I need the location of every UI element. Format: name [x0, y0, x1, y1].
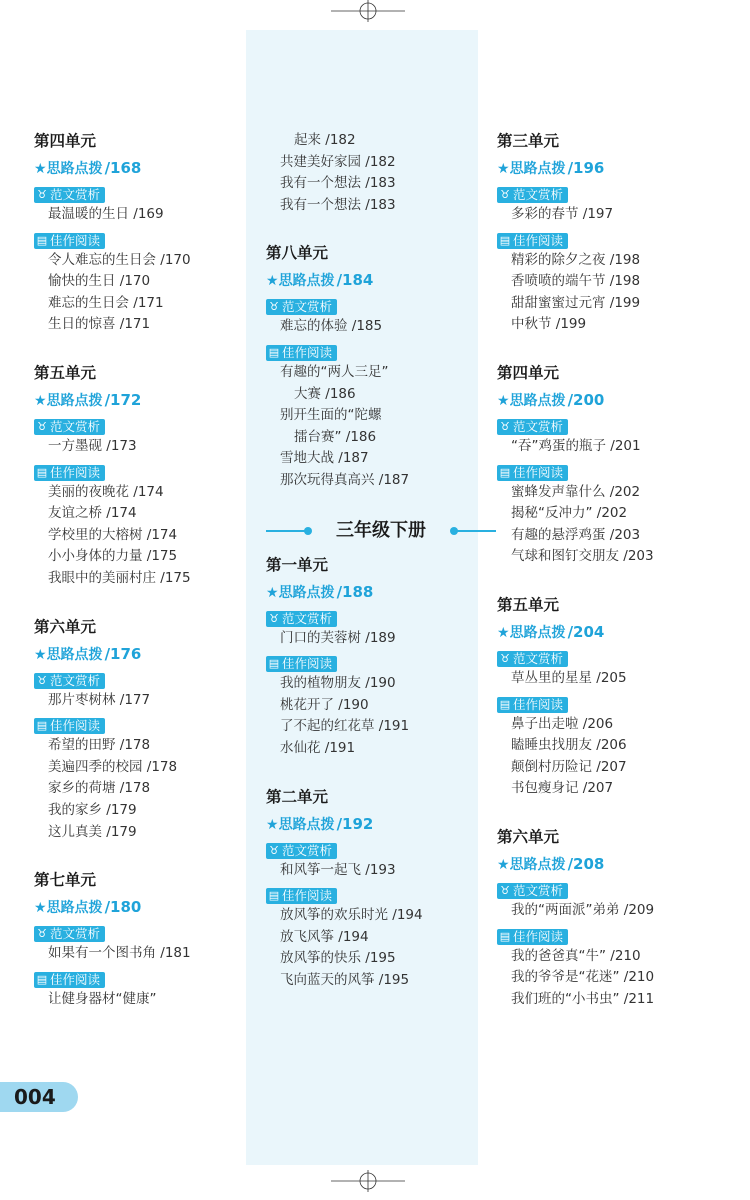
- tip-link[interactable]: ★思路点拨 /180: [34, 898, 142, 917]
- model-essay-badge: ♉ 范文赏析: [34, 187, 105, 203]
- toc-entry[interactable]: 有趣的“两人三足”: [280, 363, 389, 380]
- toc-entry[interactable]: 我的“两面派”弟弟 /209: [511, 901, 655, 918]
- registration-mark-bottom: [331, 1170, 405, 1192]
- reading-list: [266, 905, 496, 991]
- reading-list: [266, 673, 496, 759]
- book-icon: ▤: [36, 719, 48, 733]
- model-essay-badge: ♉ 范文赏析: [497, 419, 568, 435]
- unit-title: 第六单元: [497, 827, 560, 846]
- tip-link[interactable]: ★思路点拨 /184: [266, 271, 374, 290]
- model-essay-badge: ♉ 范文赏析: [34, 673, 105, 689]
- toc-entry[interactable]: 我的植物朋友 /190: [280, 675, 396, 692]
- toc-entry[interactable]: 那片枣树林 /177: [48, 691, 151, 708]
- reading-badge: ▤ 佳作阅读: [497, 233, 568, 249]
- continued-list: [266, 130, 496, 216]
- book-icon: ▤: [36, 233, 48, 247]
- unit-title: 第八单元: [266, 244, 329, 263]
- page-number: 004: [0, 1082, 78, 1112]
- unit-title: 第二单元: [266, 787, 329, 806]
- model-list: [266, 860, 496, 882]
- reading-list: [34, 989, 264, 1011]
- unit-block: [497, 130, 727, 336]
- unit-title: 第四单元: [34, 132, 97, 150]
- book-icon: ▤: [499, 697, 511, 711]
- reading-list: [266, 362, 496, 492]
- unit-block: [497, 594, 727, 800]
- reading-list: [497, 250, 727, 336]
- model-list: [34, 204, 264, 226]
- tip-link[interactable]: ★思路点拨 /172: [34, 390, 142, 409]
- toc-entry[interactable]: 中秋节 /199: [511, 316, 587, 333]
- reading-badge: ▤ 佳作阅读: [497, 697, 568, 713]
- reading-list: [34, 482, 264, 590]
- toc-entry[interactable]: 瞌睡虫找朋友 /206: [511, 737, 627, 754]
- model-essay-badge: ♉ 范文赏析: [266, 843, 337, 859]
- model-essay-badge: ♉ 范文赏析: [34, 419, 105, 435]
- unit-title: 第七单元: [34, 871, 97, 890]
- unit-block: [266, 242, 496, 491]
- toc-entry[interactable]: 我有一个想法 /183: [280, 175, 396, 192]
- divider-line-right: [454, 530, 496, 532]
- toc-entry[interactable]: 香喷喷的端午节 /198: [511, 273, 641, 290]
- reading-list: [34, 250, 264, 336]
- model-essay-badge: ♉ 范文赏析: [497, 651, 568, 667]
- book-icon: ▤: [36, 972, 48, 986]
- star-icon: ★: [497, 624, 510, 641]
- star-icon: ★: [266, 584, 279, 601]
- medal-icon: ♉: [500, 419, 510, 433]
- tip-link[interactable]: ★思路点拨 /176: [34, 644, 142, 663]
- toc-entry[interactable]: 放风筝的快乐 /195: [280, 950, 396, 967]
- reading-badge: ▤ 佳作阅读: [34, 972, 105, 988]
- toc-entry[interactable]: 气球和图钉交朋友 /203: [511, 548, 654, 565]
- toc-entry[interactable]: 友谊之桥 /174: [48, 505, 137, 522]
- reading-badge: ▤ 佳作阅读: [497, 929, 568, 945]
- model-list: [34, 690, 264, 712]
- medal-icon: ♉: [500, 651, 510, 665]
- medal-icon: ♉: [500, 883, 510, 897]
- toc-entry[interactable]: 书包瘦身记 /207: [511, 780, 614, 797]
- model-essay-badge: ♉ 范文赏析: [266, 611, 337, 627]
- medal-icon: ♉: [37, 673, 47, 687]
- unit-block: [266, 554, 496, 760]
- toc-entry[interactable]: 我眼中的美丽村庄 /175: [48, 569, 191, 586]
- book-icon: ▤: [268, 657, 280, 671]
- reading-list: [497, 714, 727, 800]
- toc-entry[interactable]: 水仙花 /191: [280, 739, 356, 756]
- toc-entry[interactable]: 门口的芙蓉树 /189: [280, 629, 396, 646]
- star-icon: ★: [266, 816, 279, 833]
- reading-badge: ▤ 佳作阅读: [266, 656, 337, 672]
- toc-entry[interactable]: 一方墨砚 /173: [48, 437, 137, 454]
- medal-icon: ♉: [269, 611, 279, 625]
- toc-entry[interactable]: 有趣的悬浮鸡蛋 /203: [511, 526, 641, 543]
- toc-column-middle: [266, 130, 496, 991]
- tip-link[interactable]: ★思路点拨 /204: [497, 622, 605, 641]
- medal-icon: ♉: [269, 300, 279, 314]
- reading-list: [497, 946, 727, 1011]
- unit-title: 第五单元: [34, 363, 97, 382]
- toc-entry[interactable]: 难忘的生日会 /171: [48, 294, 164, 311]
- toc-entry[interactable]: 和风筝一起飞 /193: [280, 861, 396, 878]
- toc-entry[interactable]: 难忘的体验 /185: [280, 318, 383, 335]
- reading-badge: ▤ 佳作阅读: [266, 345, 337, 361]
- unit-title: 第一单元: [266, 555, 329, 574]
- reading-badge: ▤ 佳作阅读: [266, 888, 337, 904]
- unit-title: 第六单元: [34, 617, 97, 636]
- toc-entry[interactable]: 草丛里的星星 /205: [511, 669, 627, 686]
- toc-entry[interactable]: 生日的惊喜 /171: [48, 316, 151, 333]
- toc-entry[interactable]: 学校里的大榕树 /174: [48, 526, 178, 543]
- unit-block: [497, 362, 727, 568]
- tip-link[interactable]: ★思路点拨 /196: [497, 159, 605, 177]
- toc-entry[interactable]: 家乡的荷塘 /178: [48, 780, 151, 797]
- model-list: [266, 316, 496, 338]
- model-list: [497, 900, 727, 922]
- tip-link[interactable]: ★思路点拨 /208: [497, 854, 605, 873]
- registration-mark-top: [331, 0, 405, 22]
- tip-link[interactable]: ★思路点拨 /192: [266, 814, 374, 833]
- star-icon: ★: [497, 856, 510, 873]
- toc-entry[interactable]: 我的爷爷是“花迷” /210: [511, 969, 655, 986]
- toc-column-left: [34, 130, 264, 1010]
- unit-block: [34, 869, 264, 1010]
- reading-badge: ▤ 佳作阅读: [34, 718, 105, 734]
- tip-link[interactable]: ★思路点拨 /200: [497, 390, 605, 409]
- book-icon: ▤: [499, 465, 511, 479]
- toc-entry[interactable]: 共建美好家园 /182: [280, 153, 396, 170]
- medal-icon: ♉: [37, 927, 47, 941]
- reading-list: [497, 482, 727, 568]
- toc-entry[interactable]: 小小身体的力量 /175: [48, 548, 178, 565]
- medal-icon: ♉: [37, 419, 47, 433]
- model-essay-badge: ♉ 范文赏析: [266, 299, 337, 315]
- model-list: [34, 943, 264, 965]
- toc-entry[interactable]: 放飞风筝 /194: [280, 928, 369, 945]
- grade-heading: 三年级下册: [336, 519, 426, 541]
- book-icon: ▤: [499, 233, 511, 247]
- unit-title: 第三单元: [497, 132, 560, 150]
- toc-entry[interactable]: 放风筝的欢乐时光 /194: [280, 907, 423, 924]
- star-icon: ★: [34, 900, 47, 917]
- toc-entry[interactable]: 大赛 /186: [294, 385, 356, 402]
- toc-entry[interactable]: 我的家乡 /179: [48, 801, 137, 818]
- star-icon: ★: [497, 161, 510, 177]
- model-essay-badge: ♉ 范文赏析: [497, 883, 568, 899]
- star-icon: ★: [34, 646, 47, 663]
- model-list: [266, 628, 496, 650]
- model-list: [497, 436, 727, 458]
- book-icon: ▤: [36, 465, 48, 479]
- toc-entry[interactable]: 起来 /182: [294, 132, 356, 148]
- toc-entry[interactable]: 揭秘“反冲力” /202: [511, 505, 628, 522]
- book-icon: ▤: [268, 345, 280, 359]
- star-icon: ★: [34, 161, 47, 177]
- toc-entry[interactable]: 最温暖的生日 /169: [48, 206, 164, 222]
- model-list: [34, 436, 264, 458]
- unit-block: [34, 130, 264, 336]
- toc-column-right: [497, 130, 727, 1010]
- toc-entry[interactable]: 精彩的除夕之夜 /198: [511, 251, 641, 268]
- unit-block: [497, 826, 727, 1010]
- model-essay-badge: ♉ 范文赏析: [497, 187, 568, 203]
- book-icon: ▤: [268, 889, 280, 903]
- toc-entry[interactable]: 飞向蓝天的风筝 /195: [280, 971, 410, 988]
- toc-entry[interactable]: 我有一个想法 /183: [280, 196, 396, 213]
- toc-entry[interactable]: 鼻子出走啦 /206: [511, 715, 614, 732]
- reading-badge: ▤ 佳作阅读: [497, 465, 568, 481]
- star-icon: ★: [497, 392, 510, 409]
- grade-divider: [266, 514, 496, 548]
- model-essay-badge: ♉ 范文赏析: [34, 926, 105, 942]
- book-icon: ▤: [499, 929, 511, 943]
- toc-entry[interactable]: 雪地大战 /187: [280, 450, 369, 467]
- toc-entry[interactable]: 希望的田野 /178: [48, 737, 151, 754]
- tip-link[interactable]: ★思路点拨 /188: [266, 582, 374, 601]
- unit-block: [34, 362, 264, 590]
- toc-entry[interactable]: 如果有一个图书角 /181: [48, 945, 191, 962]
- toc-entry[interactable]: 愉快的生日 /170: [48, 273, 151, 290]
- toc-entry[interactable]: 美丽的夜晚花 /174: [48, 483, 164, 500]
- toc-entry[interactable]: 多彩的春节 /197: [511, 206, 614, 222]
- toc-entry[interactable]: 擂台赛” /186: [294, 428, 377, 445]
- reading-badge: ▤ 佳作阅读: [34, 233, 105, 249]
- model-list: [497, 668, 727, 690]
- star-icon: ★: [34, 392, 47, 409]
- reading-list: [34, 735, 264, 843]
- toc-entry[interactable]: 让健身器材“健康”: [48, 990, 157, 1007]
- toc-entry[interactable]: 甜甜蜜蜜过元宵 /199: [511, 294, 641, 311]
- star-icon: ★: [266, 273, 279, 290]
- toc-entry[interactable]: 这儿真美 /179: [48, 823, 137, 840]
- reading-badge: ▤ 佳作阅读: [34, 465, 105, 481]
- model-list: [497, 204, 727, 226]
- toc-entry[interactable]: 颠倒村历险记 /207: [511, 758, 627, 775]
- toc-entry[interactable]: 桃花开了 /190: [280, 696, 369, 713]
- unit-title: 第四单元: [497, 363, 560, 382]
- toc-entry[interactable]: 我的爸爸真“牛” /210: [511, 947, 641, 964]
- tip-link[interactable]: ★思路点拨 /168: [34, 159, 142, 177]
- toc-entry[interactable]: 了不起的红花草 /191: [280, 718, 410, 735]
- medal-icon: ♉: [500, 188, 510, 201]
- divider-line-left: [266, 530, 308, 532]
- unit-title: 第五单元: [497, 595, 560, 614]
- toc-entry[interactable]: 美遍四季的校园 /178: [48, 758, 178, 775]
- medal-icon: ♉: [269, 843, 279, 857]
- toc-entry[interactable]: 令人难忘的生日会 /170: [48, 251, 191, 268]
- toc-entry[interactable]: 别开生面的“陀螺: [280, 407, 382, 424]
- toc-entry[interactable]: 那次玩得真高兴 /187: [280, 471, 410, 488]
- medal-icon: ♉: [37, 188, 47, 201]
- toc-entry[interactable]: 蜜蜂发声靠什么 /202: [511, 483, 641, 500]
- toc-entry[interactable]: 我们班的“小书虫” /211: [511, 990, 655, 1007]
- unit-block: [34, 616, 264, 844]
- unit-block: [266, 786, 496, 992]
- toc-entry[interactable]: “吞”鸡蛋的瓶子 /201: [511, 437, 641, 454]
